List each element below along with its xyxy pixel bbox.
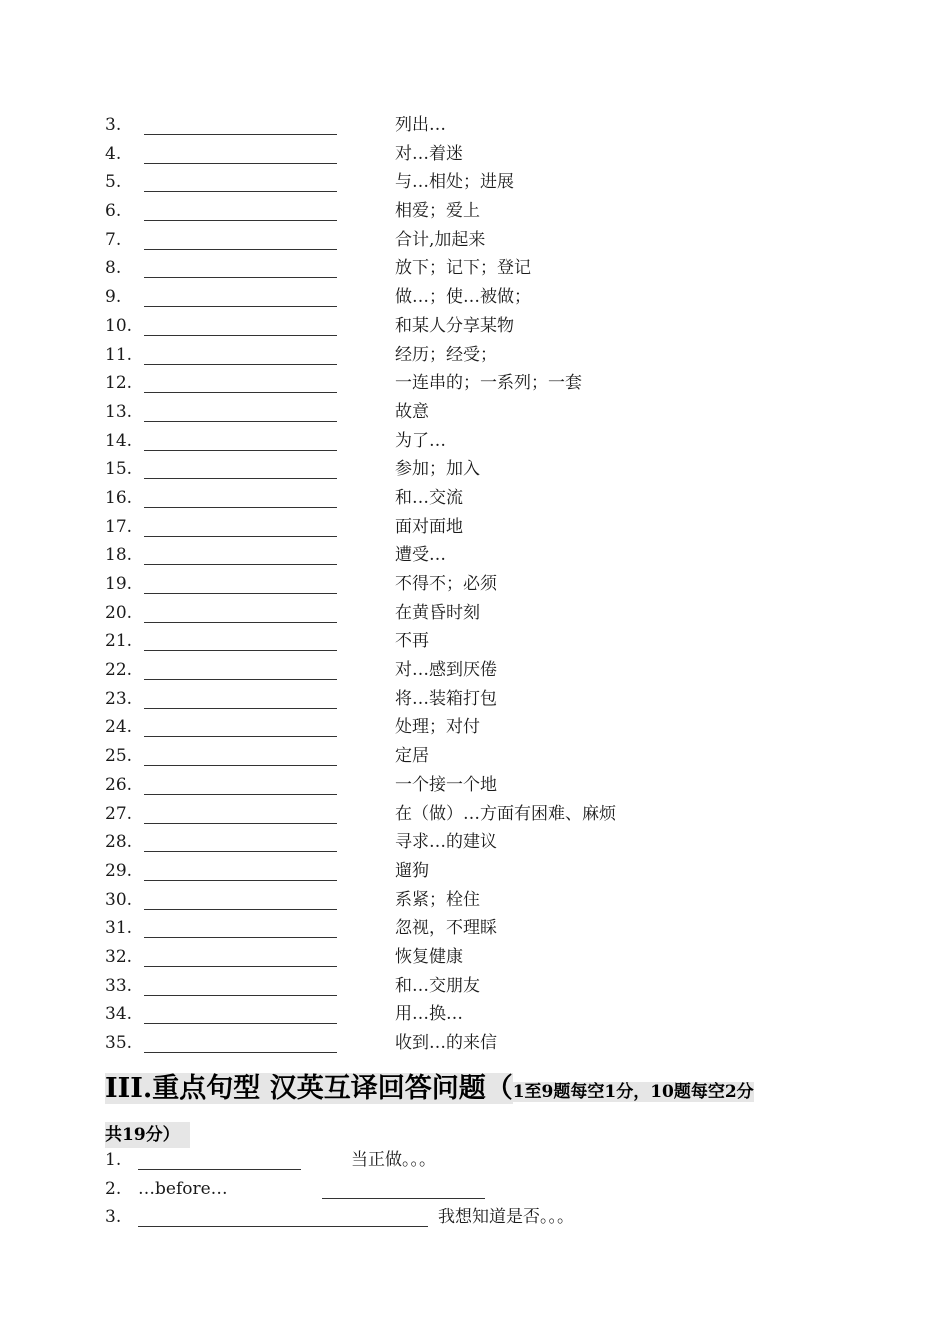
item-number: 9. xyxy=(105,287,122,308)
item-number: 26. xyxy=(105,774,133,795)
vocab-row xyxy=(105,943,865,972)
item-number: 14. xyxy=(105,430,133,451)
section-heading xyxy=(105,1069,847,1152)
vocab-row xyxy=(105,656,865,685)
answer-blank[interactable] xyxy=(144,995,337,996)
answer-blank[interactable] xyxy=(144,421,337,422)
item-number: 20. xyxy=(105,602,133,623)
vocab-row xyxy=(105,800,865,829)
item-number: 29. xyxy=(105,860,133,881)
answer-blank[interactable] xyxy=(144,708,337,709)
item-number: 17. xyxy=(105,516,133,537)
item-number: 21. xyxy=(105,631,133,652)
chinese-meaning: 一个接一个地 xyxy=(395,774,497,795)
vocab-row xyxy=(105,513,865,542)
answer-blank[interactable] xyxy=(144,306,337,307)
answer-blank[interactable] xyxy=(144,851,337,852)
vocab-row xyxy=(105,771,865,800)
item-number: 16. xyxy=(105,487,133,508)
item-number: 10. xyxy=(105,315,133,336)
chinese-meaning: 在黄昏时刻 xyxy=(395,602,480,623)
chinese-meaning: 和…交流 xyxy=(395,487,463,508)
item-number: 30. xyxy=(105,889,133,910)
chinese-meaning: 不再 xyxy=(395,631,429,652)
answer-blank[interactable] xyxy=(144,392,337,393)
sentence-number: 1. xyxy=(105,1150,122,1170)
answer-blank[interactable] xyxy=(144,880,337,881)
item-number: 13. xyxy=(105,401,133,422)
vocab-row xyxy=(105,857,865,886)
answer-blank[interactable] xyxy=(144,794,337,795)
item-number: 33. xyxy=(105,975,133,996)
answer-blank[interactable] xyxy=(144,536,337,537)
chinese-meaning: 与…相处；进展 xyxy=(395,172,514,193)
sentence-prompt: …before… xyxy=(138,1178,228,1199)
vocab-row xyxy=(105,455,865,484)
item-number: 7. xyxy=(105,229,122,250)
chinese-meaning: 寻求…的建议 xyxy=(395,832,497,853)
answer-blank[interactable] xyxy=(144,966,337,967)
vocab-row xyxy=(105,341,865,370)
chinese-meaning: 故意 xyxy=(395,401,429,422)
sentence-prompt: 我想知道是否。。。 xyxy=(438,1207,574,1228)
answer-blank[interactable] xyxy=(144,450,337,451)
chinese-meaning: 参加；加入 xyxy=(395,459,480,480)
sentence-number: 3. xyxy=(105,1207,122,1228)
answer-blank[interactable] xyxy=(144,650,337,651)
answer-blank[interactable] xyxy=(322,1198,485,1199)
answer-blank[interactable] xyxy=(144,277,337,278)
vocab-row xyxy=(105,140,865,169)
answer-blank[interactable] xyxy=(144,937,337,938)
item-number: 24. xyxy=(105,717,133,738)
item-number: 35. xyxy=(105,1033,133,1053)
answer-blank[interactable] xyxy=(144,564,337,565)
chinese-meaning: 面对面地 xyxy=(395,516,463,537)
sentence-number: 2. xyxy=(105,1178,122,1199)
sentence-row xyxy=(105,1175,865,1204)
sentence-row xyxy=(105,1203,865,1232)
chinese-meaning: 在（做）…方面有困难、麻烦 xyxy=(395,803,616,824)
vocab-row xyxy=(105,599,865,628)
vocab-row xyxy=(105,828,865,857)
chinese-meaning: 相爱；爱上 xyxy=(395,201,480,222)
sentence-row xyxy=(105,1146,865,1175)
item-number: 22. xyxy=(105,660,133,681)
item-number: 8. xyxy=(105,258,122,279)
section-score-note: 1至9题每空1分，10题每空2分 xyxy=(512,1082,754,1102)
section-title: III.重点句型 汉英互译回答问题（ xyxy=(105,1073,513,1104)
sentence-prompt: 当正做。。。 xyxy=(351,1150,436,1170)
chinese-meaning: 做…；使…被做； xyxy=(395,287,531,308)
vocab-row xyxy=(105,427,865,456)
item-number: 3. xyxy=(105,115,122,135)
vocab-row xyxy=(105,685,865,714)
vocab-row xyxy=(105,484,865,513)
answer-blank[interactable] xyxy=(144,765,337,766)
chinese-meaning: 合计,加起来 xyxy=(395,229,486,250)
vocab-row xyxy=(105,369,865,398)
vocab-row xyxy=(105,168,865,197)
answer-blank[interactable] xyxy=(144,909,337,910)
vocab-row xyxy=(105,972,865,1001)
chinese-meaning: 定居 xyxy=(395,746,429,767)
chinese-meaning: 恢复健康 xyxy=(395,946,463,967)
vocab-row xyxy=(105,570,865,599)
chinese-meaning: 遭受… xyxy=(395,545,446,566)
chinese-meaning: 为了… xyxy=(395,430,446,451)
section-score-total: 共19分） xyxy=(105,1122,190,1148)
item-number: 27. xyxy=(105,803,133,824)
answer-blank[interactable] xyxy=(144,163,337,164)
chinese-meaning: 忽视，不理睬 xyxy=(395,918,497,939)
answer-blank[interactable] xyxy=(144,220,337,221)
item-number: 18. xyxy=(105,545,133,566)
answer-blank[interactable] xyxy=(144,249,337,250)
item-number: 4. xyxy=(105,143,122,164)
chinese-meaning: 将…装箱打包 xyxy=(395,688,497,709)
item-number: 31. xyxy=(105,918,133,939)
item-number: 11. xyxy=(105,344,133,365)
answer-blank[interactable] xyxy=(144,1023,337,1024)
chinese-meaning: 收到…的来信 xyxy=(395,1033,497,1053)
answer-blank[interactable] xyxy=(138,1169,301,1170)
vocab-row xyxy=(105,197,865,226)
answer-blank[interactable] xyxy=(144,191,337,192)
answer-blank[interactable] xyxy=(144,622,337,623)
vocab-row xyxy=(105,541,865,570)
vocab-row xyxy=(105,283,865,312)
vocab-row xyxy=(105,713,865,742)
sentence-list xyxy=(105,1146,865,1232)
chinese-meaning: 经历；经受； xyxy=(395,344,497,365)
answer-blank[interactable] xyxy=(144,823,337,824)
item-number: 12. xyxy=(105,373,133,394)
chinese-meaning: 对…着迷 xyxy=(395,143,463,164)
chinese-meaning: 系紧；栓住 xyxy=(395,889,480,910)
vocab-row xyxy=(105,886,865,915)
answer-blank[interactable] xyxy=(144,507,337,508)
vocab-row xyxy=(105,742,865,771)
chinese-meaning: 和某人分享某物 xyxy=(395,315,514,336)
vocab-row xyxy=(105,226,865,255)
item-number: 6. xyxy=(105,201,122,222)
item-number: 19. xyxy=(105,574,133,594)
chinese-meaning: 不得不；必须 xyxy=(395,574,497,594)
chinese-meaning: 和…交朋友 xyxy=(395,975,480,996)
vocab-row xyxy=(105,398,865,427)
item-number: 25. xyxy=(105,746,133,767)
answer-blank[interactable] xyxy=(144,335,337,336)
chinese-meaning: 处理；对付 xyxy=(395,717,480,738)
answer-blank[interactable] xyxy=(144,1052,337,1053)
answer-blank[interactable] xyxy=(144,593,337,594)
vocab-row xyxy=(105,1000,865,1029)
vocab-row xyxy=(105,914,865,943)
vocab-row xyxy=(105,1029,865,1058)
item-number: 23. xyxy=(105,688,133,709)
chinese-meaning: 遛狗 xyxy=(395,860,429,881)
item-number: 15. xyxy=(105,459,133,480)
answer-blank[interactable] xyxy=(144,736,337,737)
vocab-row xyxy=(105,111,865,140)
item-number: 34. xyxy=(105,1004,133,1025)
answer-blank[interactable] xyxy=(144,478,337,479)
chinese-meaning: 对…感到厌倦 xyxy=(395,660,497,681)
item-number: 32. xyxy=(105,946,133,967)
answer-blank[interactable] xyxy=(144,679,337,680)
answer-blank[interactable] xyxy=(144,134,337,135)
chinese-meaning: 放下；记下；登记 xyxy=(395,258,531,279)
item-number: 5. xyxy=(105,172,122,193)
vocab-list xyxy=(105,111,865,1058)
chinese-meaning: 用…换… xyxy=(395,1004,463,1025)
vocab-row xyxy=(105,312,865,341)
answer-blank[interactable] xyxy=(138,1226,428,1227)
answer-blank[interactable] xyxy=(144,364,337,365)
vocab-row xyxy=(105,627,865,656)
chinese-meaning: 一连串的；一系列；一套 xyxy=(395,373,582,394)
vocab-row xyxy=(105,254,865,283)
chinese-meaning: 列出… xyxy=(395,115,446,135)
item-number: 28. xyxy=(105,832,133,853)
